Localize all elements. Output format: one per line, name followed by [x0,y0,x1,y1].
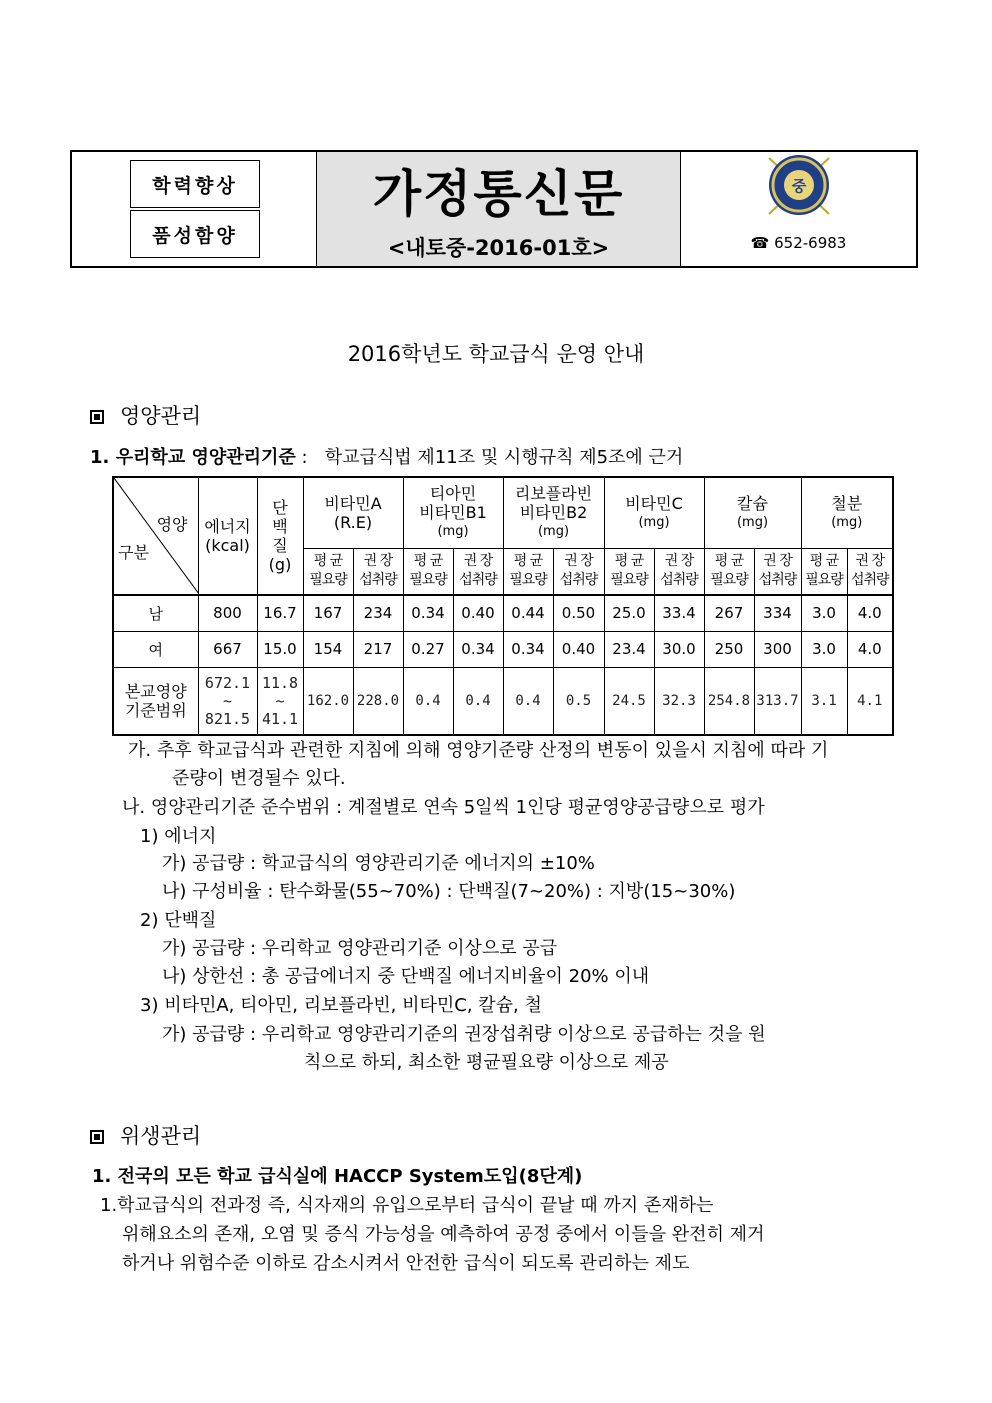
protein-cell: 15.0 [257,631,303,667]
note-vitamins-supply-line2: 칙으로 하되, 최소한 평균필요량 이상으로 제공 [304,1052,669,1073]
document-title: 2016학년도 학교급식 운영 안내 [347,342,645,366]
range-value-cell: 32.3 [654,667,704,735]
nutrition-standard-label: 1. 우리학교 영양관리기준 [90,447,296,468]
corner-cell [113,477,198,595]
square-bullet-icon [90,410,104,424]
note-ga-line2: 준량이 변경될수 있다. [172,768,346,789]
range-value-cell: 0.5 [553,667,604,735]
recommended-intake-header: 권 장 섭취량 [453,548,503,595]
table-row [113,595,893,631]
note-protein-supply: 가) 공급량 : 우리학교 영양관리기준 이상으로 공급 [162,938,558,959]
value-cell: 0.34 [503,631,553,667]
header-iron: 철분 (mg) [801,477,893,548]
motto-panel [72,152,317,266]
range-value-cell: 24.5 [604,667,654,735]
school-info-panel [681,152,916,266]
square-bullet-icon [90,1130,104,1144]
section-nutrition-title: 영양관리 [120,404,202,428]
header-vitamin-c: 비타민C (mg) [604,477,704,548]
header-energy: 에너지 (kcal) [198,477,257,595]
header-vitamin-a: 비타민A (R.E) [303,477,403,548]
avg-requirement-header: 평 균 필요량 [801,548,847,595]
section-hygiene-heading [90,1120,201,1150]
range-value-cell: 0.4 [403,667,453,735]
motto-character: 품성함양 [130,210,260,258]
energy-cell: 800 [198,595,257,631]
range-value-cell: 162.0 [303,667,353,735]
value-cell: 0.34 [403,595,453,631]
haccp-desc-line2: 위해요소의 존재, 오염 및 증식 가능성을 예측하여 공정 중에서 이들을 완전히 제거 [122,1224,765,1245]
note-ga-line1: 가. 추후 학교급식과 관련한 지침에 의해 영양기준량 산정의 변동이 있을시 지침에 따라 기 [128,740,829,761]
recommended-intake-header: 권 장 섭취량 [847,548,893,595]
range-value-cell: 254.8 [704,667,754,735]
value-cell: 3.0 [801,631,847,667]
value-cell: 0.40 [453,595,503,631]
avg-requirement-header: 평 균 필요량 [403,548,453,595]
value-cell: 267 [704,595,754,631]
range-row-label: 본교영양 기준범위 [113,667,198,735]
value-cell: 0.40 [553,631,604,667]
note-energy: 1) 에너지 [140,826,217,847]
note-vitamins: 3) 비타민A, 티아민, 리보플라빈, 비타민C, 칼슘, 철 [140,995,542,1016]
note-na: 나. 영양관리기준 준수범위 : 계절별로 연속 5일씩 1인당 평균영양공급량으로 평가 [122,797,765,818]
haccp-desc-line1: 1.학교급식의 전과정 즉, 식자재의 유입으로부터 급식이 끝날 때 까지 존재하는 [100,1195,714,1216]
energy-range-cell: 672.1 ~ 821.5 [198,667,257,735]
protein-range-cell: 11.8 ~ 41.1 [257,667,303,735]
newsletter-title: 가정통신문 [372,165,625,223]
motto-academic: 학력향상 [130,160,260,208]
avg-requirement-header: 평 균 필요량 [503,548,553,595]
value-cell: 0.27 [403,631,453,667]
nutrition-standard-basis: 학교급식법 제11조 및 시행규칙 제5조에 근거 [324,447,684,468]
recommended-intake-header: 권 장 섭취량 [654,548,704,595]
value-cell: 0.34 [453,631,503,667]
range-value-cell: 3.1 [801,667,847,735]
value-cell: 234 [353,595,403,631]
table-header-row [113,477,893,548]
corner-label-category: 구분 [118,543,149,562]
energy-cell: 667 [198,631,257,667]
value-cell: 217 [353,631,403,667]
value-cell: 250 [704,631,754,667]
nutrition-standard-table [112,476,894,736]
nutrition-standard-line [90,443,683,469]
issue-number: <내토중-2016-01호> [387,236,610,260]
recommended-intake-header: 권 장 섭취량 [754,548,801,595]
range-value-cell: 4.1 [847,667,893,735]
range-value-cell: 0.4 [503,667,553,735]
note-protein: 2) 단백질 [140,910,217,931]
section-hygiene-title: 위생관리 [120,1124,202,1148]
range-value-cell: 0.4 [453,667,503,735]
corner-label-nutrient: 영양 [156,515,188,534]
value-cell: 4.0 [847,595,893,631]
title-panel [317,152,681,266]
recommended-intake-header: 권 장 섭취량 [553,548,604,595]
header-riboflavin: 리보플라빈 비타민B2 (mg) [503,477,604,548]
value-cell: 25.0 [604,595,654,631]
avg-requirement-header: 평 균 필요량 [604,548,654,595]
header-thiamin: 티아민 비타민B1 (mg) [403,477,503,548]
avg-requirement-header: 평 균 필요량 [704,548,754,595]
newsletter-header [70,150,918,268]
table-row [113,631,893,667]
range-value-cell: 228.0 [353,667,403,735]
label-separator: : [295,447,308,468]
value-cell: 33.4 [654,595,704,631]
value-cell: 0.44 [503,595,553,631]
row-label: 남 [113,595,198,631]
value-cell: 167 [303,595,353,631]
value-cell: 30.0 [654,631,704,667]
phone-number: ☎ 652-6983 [750,234,847,252]
protein-cell: 16.7 [257,595,303,631]
avg-requirement-header: 평 균 필요량 [303,548,353,595]
value-cell: 23.4 [604,631,654,667]
note-protein-limit: 나) 상한선 : 총 공급에너지 중 단백질 에너지비율이 20% 이내 [162,966,650,987]
diagonal-line [114,478,198,594]
value-cell: 334 [754,595,801,631]
haccp-heading: 1. 전국의 모든 학교 급식실에 HACCP System도입(8단계) [92,1166,583,1187]
value-cell: 0.50 [553,595,604,631]
value-cell: 3.0 [801,595,847,631]
note-vitamins-supply-line1: 가) 공급량 : 우리학교 영양관리기준의 권장섭취량 이상으로 공급하는 것을 원 [162,1024,766,1045]
emblem-char: 중 [791,177,807,195]
haccp-desc-line3: 하거나 위험수준 이하로 감소시켜서 안전한 급식이 되도록 관리하는 제도 [122,1253,690,1274]
note-energy-ratio: 나) 구성비율 : 탄수화물(55~70%) : 단백질(7~20%) : 지방(15~30%) [162,881,736,902]
note-energy-supply: 가) 공급량 : 학교급식의 영양관리기준 에너지의 ±10% [162,853,595,874]
row-label: 여 [113,631,198,667]
value-cell: 154 [303,631,353,667]
value-cell: 4.0 [847,631,893,667]
header-protein: 단 백 질 (g) [257,477,303,595]
school-emblem-icon [749,152,849,218]
recommended-intake-header: 권 장 섭취량 [353,548,403,595]
header-calcium: 칼슘 (mg) [704,477,801,548]
section-nutrition-heading [90,400,201,430]
table-row [113,667,893,735]
value-cell: 300 [754,631,801,667]
range-value-cell: 313.7 [754,667,801,735]
